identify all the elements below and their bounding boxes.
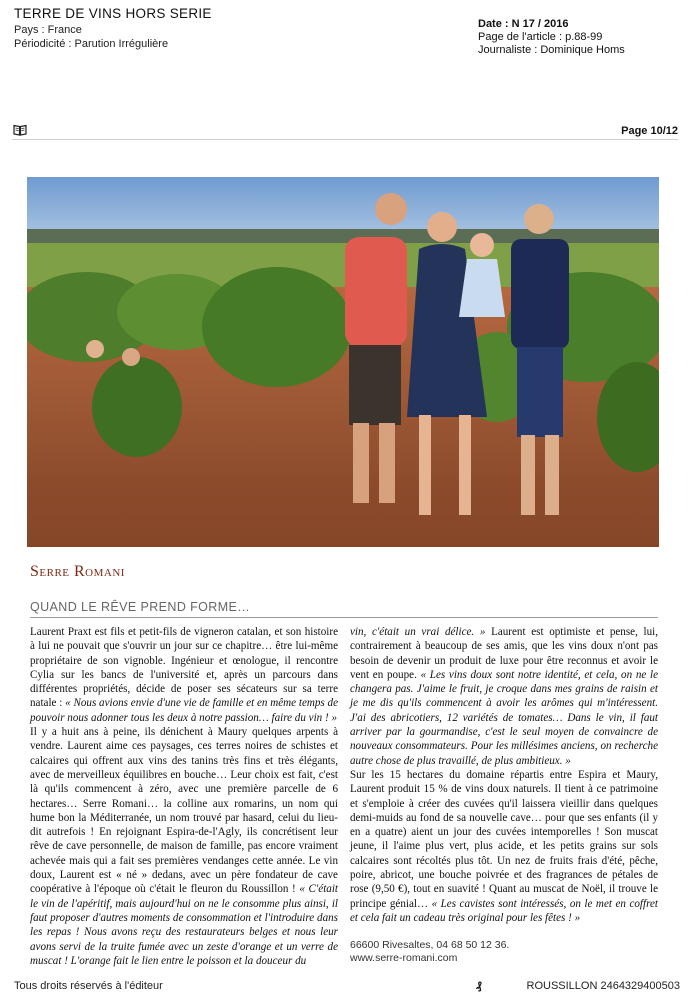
contact-address: 66600 Rivesaltes, 04 68 50 12 36. bbox=[350, 939, 510, 952]
article-pages: Page de l'article : p.88-99 bbox=[478, 31, 603, 43]
document-reference: ROUSSILLON 2464329400503 bbox=[526, 980, 680, 992]
body-text: Laurent est optimiste et pense, lui, contrairement à beaucoup de ses amis, que les vins doux n'ont pas besoin de devenir un produit de luxe pour être reconnus et avoir le vent en poupe. bbox=[350, 626, 658, 681]
quote-text: « Les cavistes sont intéressés, on le met en coffret et cela fait un cadeau très original pour les fêtes ! » bbox=[350, 897, 658, 924]
article-meta bbox=[478, 18, 678, 57]
page-number: Page 10/12 bbox=[621, 125, 678, 137]
article-column-right bbox=[350, 625, 658, 965]
article-subtitle: QUAND LE RÊVE PREND FORME… bbox=[30, 600, 251, 614]
paragraph bbox=[350, 768, 658, 925]
quote-text: vin, c'était un vrai délice. » bbox=[350, 626, 486, 638]
journalist-name: Journaliste : Dominique Homs bbox=[478, 44, 625, 56]
family-vineyard-photo bbox=[27, 177, 659, 547]
book-icon bbox=[13, 124, 27, 136]
quote-text: « Les vins doux sont notre identité, et cela, on ne le changera pas. J'aime le fruit, je croque dans mes grains de raisin et je me dis qu'ils commencent à avoir les arômes qui m'intéressent. J'ai des abricotiers, 12 variétés de tomates… Dans le vin, il faut arriver par la gourmandise, c'est le seul moyen de convaincre de nouveaux consommateurs. Pour les millésimes anciens, on recherche autre chose de plus travaillé, de plus ambitieux. » bbox=[350, 668, 658, 767]
country-label: Pays : France bbox=[14, 24, 82, 36]
source-logo-mark: ₰ bbox=[475, 980, 482, 992]
paragraph bbox=[350, 625, 658, 768]
body-text: Il y a huit ans à peine, ils dénichent à Maury quelques arpents à vendre. Laurent aime ces paysages, ces terres noires de schistes et calcaires qui offrent aux vins des tanins très fins et très élégants, avec de merveilleux équilibres en bouche… Leur choix est fait, c'est là qu'ils commencent à zéro, avec une première parcelle de 6 hectares… Serre Romani… la colline aux romarins, un nom qui hume bon la Méditerranée, un nom trouvé par hasard, celui du lieu-dit autrefois ! En rejoignant Espira-de-l'Agly, ils concrétisent leur rêve de cave personnelle, de maison de famille, pas encore vraiment achevée mais qui a fait ses premières vendanges cette année. Le vin doux, Laurent est « né » dedans, avec un père fondateur de cave coopérative à l'époque où c'était le fleuron du Roussillon ! bbox=[30, 726, 338, 896]
header-divider bbox=[12, 139, 678, 140]
subtitle-rule bbox=[30, 617, 658, 618]
periodicity-label: Périodicité : Parution Irrégulière bbox=[14, 38, 169, 50]
paragraph bbox=[30, 725, 338, 968]
body-text: Sur les 15 hectares du domaine répartis entre Espira et Maury, Laurent produit 15 % de vins doux naturels. Il tient à ce patrimoine et s'emploie à créer des cuvées qu'il laissera vieillir dans quelques demi-muids au fond de sa nouvelle cave… pour que ses enfants (il y en a quatre) aient un jour des cuvées intemporelles ! Son muscat jeune, il l'aime plus vert, plus acide, et les petits grains sur sols calcaires sont récoltés plus tôt. Un nez de fruits frais d'été, pêche, poire, abricot, une bouche poivrée et des fragrances de pétales de rose (9,50 €), tout en suavité ! Quant au muscat de Noël, il trouve le principe génial… bbox=[350, 768, 658, 910]
article-column-left bbox=[30, 625, 338, 968]
section-title: Serre Romani bbox=[30, 563, 125, 580]
publication-title: TERRE DE VINS HORS SERIE bbox=[14, 6, 212, 21]
body-text: Laurent Praxt est fils et petit-fils de vigneron catalan, et son histoire à lui ne pouvait que s'ouvrir un jour sur ce chapitre… être lui-même propriétaire de son vignoble. Ingénieur et œnologue, il rencontre Cylia sur les bancs de l'université et, après un parcours dans différentes propriétés, décide de poser ses sécateurs sur sa terre natale : bbox=[30, 626, 338, 710]
quote-text: « Nous avions envie d'une vie de famille et en même temps de pouvoir nous adonner tous les deux à notre passion… faire du vin ! » bbox=[30, 697, 338, 724]
paragraph bbox=[30, 625, 338, 725]
website-link[interactable]: www.serre-romani.com bbox=[350, 952, 458, 965]
issue-date: Date : N 17 / 2016 bbox=[478, 18, 569, 30]
quote-text: « C'était le vin de l'apéritif, mais aujourd'hui on ne le consomme plus ainsi, il faut proposer d'autres moments de consommation et l'introduire dans les repas ! Nous avons reçu des restaurateurs belges et nous leur avons servi de la truite fumée avec un zeste d'orange et un verre de muscat ! L'orange fait le lien entre le poisson et la douceur du bbox=[30, 883, 338, 967]
rights-notice: Tous droits réservés à l'éditeur bbox=[14, 980, 163, 992]
